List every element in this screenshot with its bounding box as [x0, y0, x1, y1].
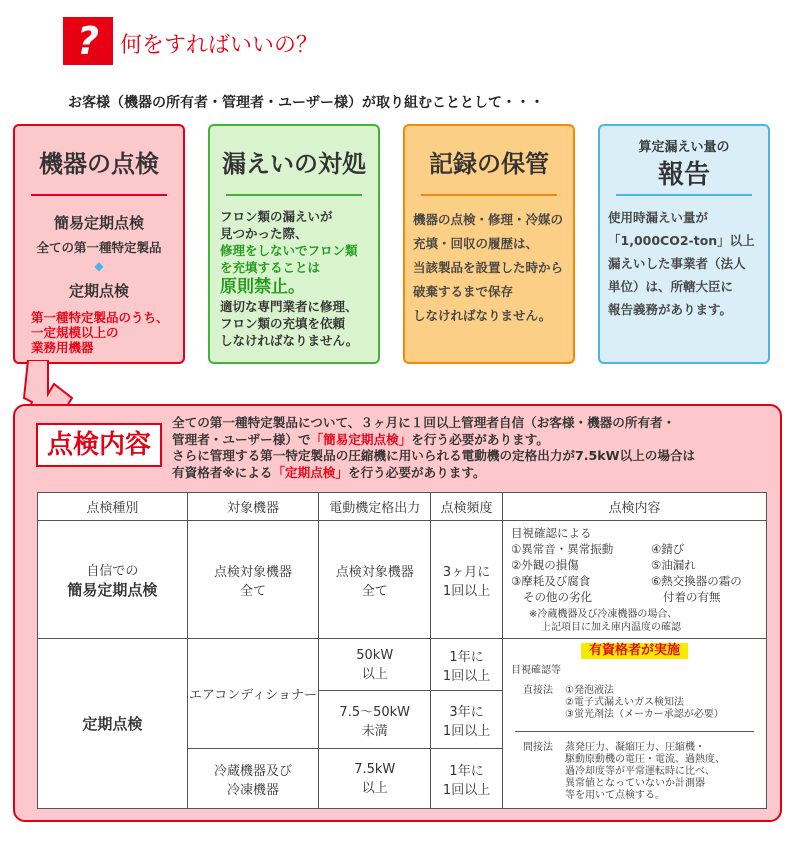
desc-line: 全ての第一種特定製品について、３ヶ月に１回以上管理者自信（お客様・機器の所有者・: [172, 415, 676, 430]
cell-line: 1回以上: [442, 723, 491, 739]
check-item: 付着の有無: [662, 590, 721, 604]
method-item: ①発泡液法: [564, 685, 614, 696]
card-text-block: [31, 310, 169, 355]
card-line: 破棄するまで保存: [413, 284, 514, 299]
card-line: 業務用機器: [31, 340, 94, 355]
cell-line: 1年に: [449, 763, 484, 779]
card-title: 漏えいの対処: [222, 150, 366, 178]
page-title: 何をすればいいの？: [120, 33, 319, 58]
question-icon: ?: [63, 17, 113, 65]
card-line: しなければなりません。: [413, 308, 552, 323]
cell-line: 自信での: [86, 563, 139, 579]
card-report: [598, 124, 770, 364]
method-item: 過冷却度等が平常運転時に比べ、: [564, 766, 715, 777]
card-line: 適切な専門業者に修理、: [220, 299, 358, 314]
cell-line: 50kW: [356, 647, 394, 663]
card-line: 「1,000CO2-ton」以上: [608, 233, 755, 248]
table-cell: [319, 521, 431, 639]
method-item: ③蛍光剤法（メーカー承認が必要）: [564, 709, 724, 720]
cell-note: 上記項目に加え庫内温度の確認: [540, 622, 681, 633]
table-cell: [187, 521, 319, 639]
cell-line: 3年に: [449, 704, 484, 720]
card-title: 記録の保管: [429, 150, 549, 178]
card-line: フロン類の充填を依頼: [220, 316, 346, 331]
card-record-keeping: [403, 124, 575, 364]
desc-highlight: 「定期点検」: [272, 464, 348, 480]
desc-line: [172, 432, 772, 449]
table-cell: [319, 639, 431, 691]
cell-line: 冷凍機器: [226, 782, 279, 798]
method-item: 駆動原動機の電圧・電流、過熱度、: [564, 754, 725, 765]
card-line: 使用時漏えい量が: [608, 210, 709, 225]
divider: [31, 194, 167, 196]
card-line: 当該製品を設置した時から: [413, 260, 564, 275]
card-inspection: [13, 124, 185, 364]
qualified-badge: 有資格者が実施: [581, 643, 688, 659]
desc-text: 管理者・ユーザー様）で: [172, 431, 311, 447]
check-item: その他の劣化: [522, 590, 592, 604]
cell-line: 以上: [361, 780, 388, 796]
table-cell: [319, 749, 431, 809]
table-cell: [431, 521, 503, 639]
cell-line: 冷蔵機器及び: [213, 763, 292, 779]
card-line: 充填・回収の履歴は、: [413, 236, 539, 251]
method-item: 蒸発圧力、凝縮圧力、圧縮機・: [564, 742, 705, 753]
method-item: 異常値となっていないか計測器: [564, 778, 705, 789]
desc-line: [172, 465, 772, 482]
table-cell: [187, 749, 319, 809]
cell-line: 1回以上: [442, 782, 491, 798]
divider: [616, 194, 752, 196]
table-cell: エアコンディショナー: [187, 639, 319, 749]
card-subtitle: 算定漏えい量の: [638, 140, 730, 155]
check-item: ④錆び: [650, 542, 685, 556]
cell-line: 以上: [361, 666, 388, 682]
table-cell: [431, 749, 503, 809]
section-description: [172, 415, 772, 481]
method-label: 直接法: [522, 685, 553, 696]
table-cell: [38, 521, 188, 639]
card-line: 第一種特定製品のうち、: [31, 310, 169, 325]
card-text: 全ての第一種特定製品: [36, 240, 162, 255]
card-leak-response: [208, 124, 380, 364]
card-line: 報告義務があります。: [608, 302, 733, 317]
card-line: を充填することは: [220, 260, 321, 275]
card-text-block: [220, 208, 358, 349]
card-line: 修理をしないでフロン類: [220, 243, 358, 258]
desc-line: さらに管理する第一特定製品の圧縮機に用いられる電動機の定格出力が7.5kW以上の場合は: [172, 448, 696, 463]
cell-line: 全て: [239, 583, 266, 599]
method-item: 等を用いて点検する。: [564, 790, 665, 801]
desc-text: を行う必要があります。: [411, 431, 549, 447]
cell-line: 1回以上: [442, 668, 491, 684]
cell-line: 簡易定期点検: [67, 580, 158, 599]
card-text-block: [608, 206, 755, 321]
card-line: 一定規模以上の: [31, 325, 119, 340]
table-header: 点検内容: [502, 493, 766, 521]
intro-text: お客様（機器の所有者・管理者・ユーザー様）が取り組むこととして・・・: [68, 95, 544, 111]
table-cell: [502, 639, 766, 809]
card-line: フロン類の漏えいが: [220, 209, 333, 224]
card-line: しなければなりません。: [220, 333, 359, 348]
table-cell: [502, 521, 766, 639]
table-cell: 定期点検: [38, 639, 188, 809]
table-cell: [431, 691, 503, 749]
cell-line: 3ヶ月に: [442, 564, 491, 580]
card-line: 単位）は、所轄大臣に: [608, 279, 734, 294]
card-title: 報告: [657, 160, 710, 190]
cell-line: 7.5kW: [354, 761, 396, 777]
desc-highlight: 「簡易定期点検」: [310, 431, 412, 447]
cell-line: 点検対象機器: [213, 564, 292, 580]
table-cell: [319, 691, 431, 749]
card-line: 機器の点検・修理・冷媒の: [413, 212, 564, 227]
table-header: 点検頻度: [431, 493, 503, 521]
card-line: 漏えいした事業者（法人: [608, 256, 746, 271]
table-header: 電動機定格出力: [319, 493, 431, 521]
cell-note: ※冷蔵機器及び冷凍機器の場合、: [528, 609, 678, 620]
card-title: 機器の点検: [39, 150, 159, 178]
method-label: 間接法: [522, 742, 553, 753]
inspection-table: [37, 492, 767, 809]
check-item: ①異常音・異常振動: [510, 542, 614, 556]
section-label: 点検内容: [36, 423, 162, 467]
table-header: 対象機器: [187, 493, 319, 521]
card-line: 見つかった際、: [220, 226, 308, 241]
desc-text: を行う必要があります。: [347, 464, 486, 480]
check-item: ②外観の損傷: [510, 558, 579, 572]
cell-line: 7.5〜50kW: [339, 704, 411, 720]
divider: [421, 194, 557, 196]
check-item: ⑥熱交換器の霜の: [650, 574, 742, 588]
card-line: 原則禁止。: [220, 277, 305, 297]
table-cell: [431, 639, 503, 691]
check-item: ⑤油漏れ: [650, 558, 696, 572]
check-item: ③摩耗及び腐食: [510, 574, 591, 588]
cell-line: 未満: [361, 723, 388, 739]
desc-text: 有資格者※による: [172, 464, 273, 480]
diamond-icon: ◆: [94, 259, 104, 273]
card-text-block: [413, 208, 563, 328]
divider: [226, 194, 362, 196]
cell-line: 目視確認による: [510, 526, 592, 540]
card-text: 定期点検: [68, 282, 129, 300]
cell-line: 目視確認等: [510, 665, 561, 676]
divider: [515, 731, 754, 732]
cell-line: 1回以上: [442, 583, 491, 599]
cell-line: 全て: [361, 583, 388, 599]
cell-line: 1年に: [449, 649, 484, 665]
table-header: 点検種別: [38, 493, 188, 521]
method-item: ②電子式漏えいガス検知法: [564, 697, 684, 708]
card-text: 簡易定期点検: [53, 214, 144, 232]
cell-line: 点検対象機器: [335, 564, 414, 580]
